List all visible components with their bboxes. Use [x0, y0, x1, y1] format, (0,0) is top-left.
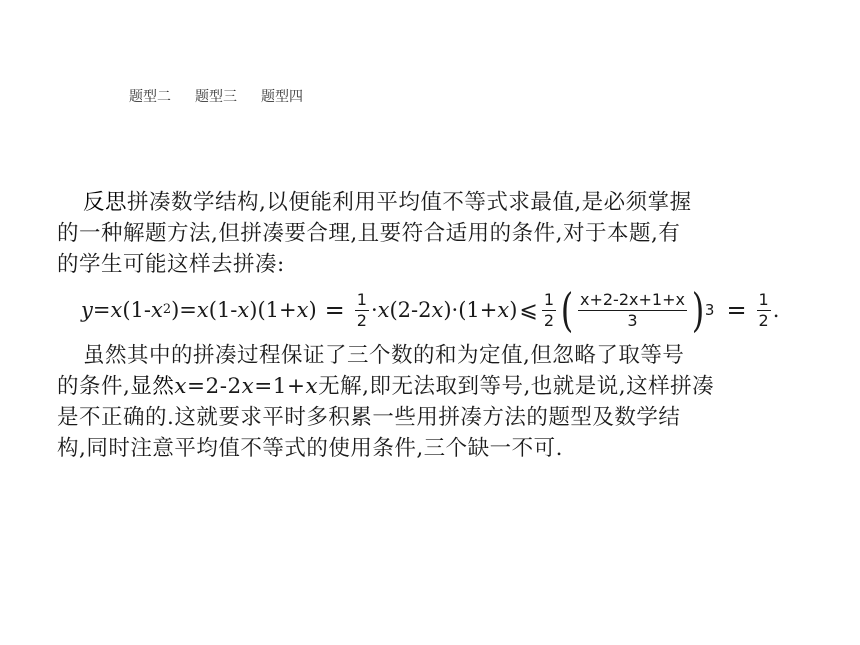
- inline-var-x: x: [174, 374, 187, 399]
- fraction-denominator: 2: [543, 310, 555, 330]
- paragraph2-line-3: 是不正确的.这就要求平时多积累一些用拼凑方法的题型及数学结: [57, 405, 681, 430]
- left-paren: (: [560, 283, 574, 337]
- formula-var-x: x: [497, 298, 510, 322]
- formula-text: (1+: [458, 298, 498, 322]
- formula-fraction-result: [757, 290, 771, 331]
- paragraph2-text: =1+: [254, 374, 306, 399]
- formula-dot: ·: [370, 298, 378, 322]
- tab-topic-2[interactable]: 题型二: [129, 89, 171, 105]
- obviously-keyword: 显然: [130, 374, 175, 399]
- formula-text: =: [92, 298, 111, 322]
- topic-tabs: [129, 87, 303, 107]
- fraction-denominator: 2: [758, 310, 769, 330]
- reflection-keyword: 反思: [83, 190, 128, 215]
- tab-topic-4[interactable]: 题型四: [261, 89, 303, 105]
- fraction-numerator: 1: [356, 289, 367, 309]
- paragraph2-line-4: 构,同时注意平均值不等式的使用条件,三个缺一不可.: [57, 436, 564, 461]
- reflection-line-3: 的学生可能这样去拼凑:: [57, 252, 285, 277]
- formula-cube-exponent: 3: [704, 301, 715, 319]
- formula-text: (1-: [208, 298, 238, 322]
- formula-var-x: x: [150, 298, 163, 322]
- formula-text: )(1+: [249, 298, 297, 322]
- formula-text: ): [443, 298, 452, 322]
- paragraph2-line-2: [57, 371, 817, 402]
- formula-var-x: x: [237, 298, 250, 322]
- fraction-denominator: 3: [627, 310, 638, 330]
- paragraph2-line-1: 虽然其中的拼凑过程保证了三个数的和为定值,但忽略了取等号: [83, 343, 685, 368]
- reflection-line-2: 的一种解题方法,但拼凑要合理,且要符合适用的条件,对于本题,有: [57, 221, 681, 246]
- inline-var-x: x: [305, 374, 319, 399]
- reflection-line-1: [57, 187, 817, 218]
- inline-var-x: x: [241, 374, 255, 399]
- formula-var-x: x: [377, 298, 390, 322]
- tab-topic-3[interactable]: 题型三: [195, 89, 237, 105]
- formula: y = x (1- x 2 )= x (1- x )(1+ x ) = $\frac{1}{2}$ · x (2-2 x ) · (1+ x ) ⩽ $\frac{1}{2}$ ( $\frac{x+2-2x+1+x}{3}$ ) 3 = $\frac{1}{2}$ .: [81, 283, 780, 337]
- formula-leq: ⩽: [519, 297, 538, 323]
- paragraph2-text: 的条件,: [57, 374, 131, 399]
- formula-equals: =: [726, 296, 747, 324]
- formula-fraction-half: [355, 290, 369, 331]
- formula-text: ): [509, 298, 518, 322]
- fraction-numerator: x+2-2x+1+x: [580, 289, 685, 309]
- reflection-line-1-text: 拼凑数学结构,以便能利用平均值不等式求最值,是必须掌握: [127, 190, 692, 215]
- formula-fraction-mean: [578, 290, 687, 331]
- formula-text: ): [308, 298, 317, 322]
- formula-text: (1-: [122, 298, 151, 322]
- paragraph2-text: 无解,即无法取到等号,也就是说,这样拼凑: [318, 374, 715, 399]
- fraction-numerator: 1: [543, 289, 555, 309]
- right-paren: ): [691, 283, 705, 337]
- formula-period: .: [772, 298, 780, 322]
- formula-equals: =: [324, 296, 345, 324]
- formula-var-x: x: [296, 298, 309, 322]
- formula-var-x: x: [110, 298, 123, 322]
- fraction-numerator: 1: [758, 289, 769, 309]
- formula-var-x: x: [196, 298, 209, 322]
- formula-var-x: x: [431, 298, 444, 322]
- formula-text: (2-2: [389, 298, 432, 322]
- formula-text: )=: [171, 298, 197, 322]
- formula-dot: ·: [451, 298, 459, 322]
- fraction-denominator: 2: [356, 310, 367, 330]
- reflection-content: [57, 187, 817, 464]
- paragraph2-text: =2-2: [187, 374, 242, 399]
- formula-fraction-half-2: [542, 290, 556, 331]
- formula-var-y: y: [81, 298, 93, 322]
